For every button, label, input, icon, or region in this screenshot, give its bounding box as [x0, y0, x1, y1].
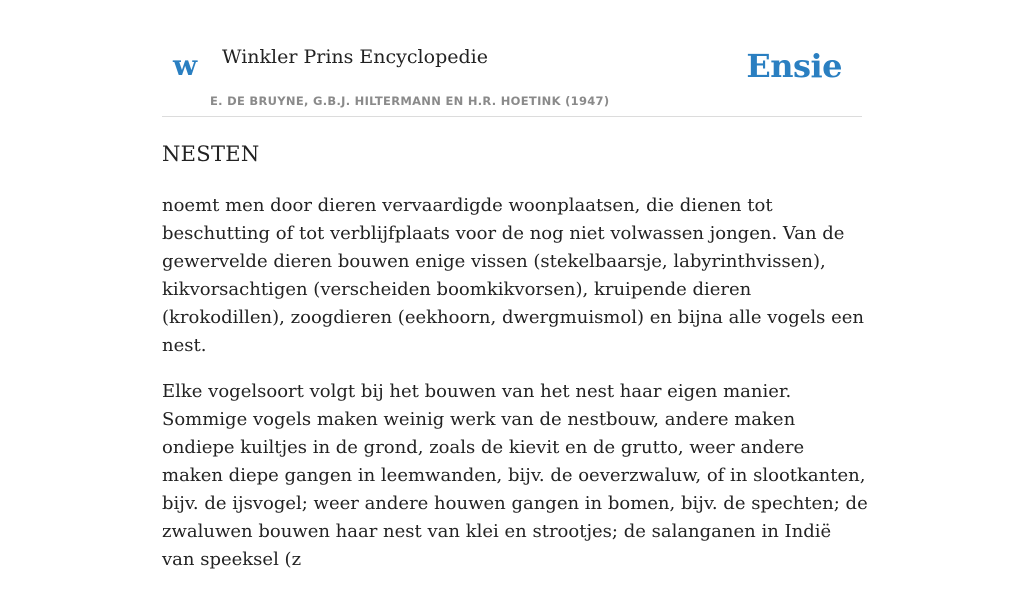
- ensie-brand-logo[interactable]: Ensie: [746, 47, 842, 85]
- article-headword: NESTEN: [162, 142, 260, 166]
- article-body: [162, 192, 868, 592]
- article-paragraph: noemt men door dieren vervaardigde woonplaatsen, die dienen tot beschutting of tot verblijfplaats voor de nog niet volwassen jongen. Van de gewervelde dieren bouwen enige vissen (stekelbaarsje, labyrinthvissen), kikvorsachtigen (verscheiden boomkikvorsen), kruipende dieren (krokodillen), zoogdieren (eekhoorn, dwergmuismol) en bijna alle vogels een nest.: [162, 195, 864, 356]
- authors-line: E. DE BRUYNE, G.B.J. HILTERMANN EN H.R. HOETINK (1947): [210, 94, 610, 108]
- article-paragraph: Elke vogelsoort volgt bij het bouwen van het nest haar eigen manier. Sommige vogels maken weinig werk van de nestbouw, andere maken ondiepe kuiltjes in de grond, zoals de kievit en de grutto, weer andere maken diepe gangen in leemwanden, bijv. de oeverzwaluw, of in slootkanten, bijv. de ijsvogel; weer andere houwen gangen in bomen, bijv. de spechten; de zwaluwen bouwen haar nest van klei en strootjes; de salanganen in Indië van speeksel (z: [162, 381, 868, 570]
- site-header: [162, 0, 862, 117]
- page-content: [162, 0, 868, 570]
- encyclopedia-logo-icon[interactable]: w: [173, 49, 198, 82]
- encyclopedia-title[interactable]: Winkler Prins Encyclopedie: [222, 46, 488, 68]
